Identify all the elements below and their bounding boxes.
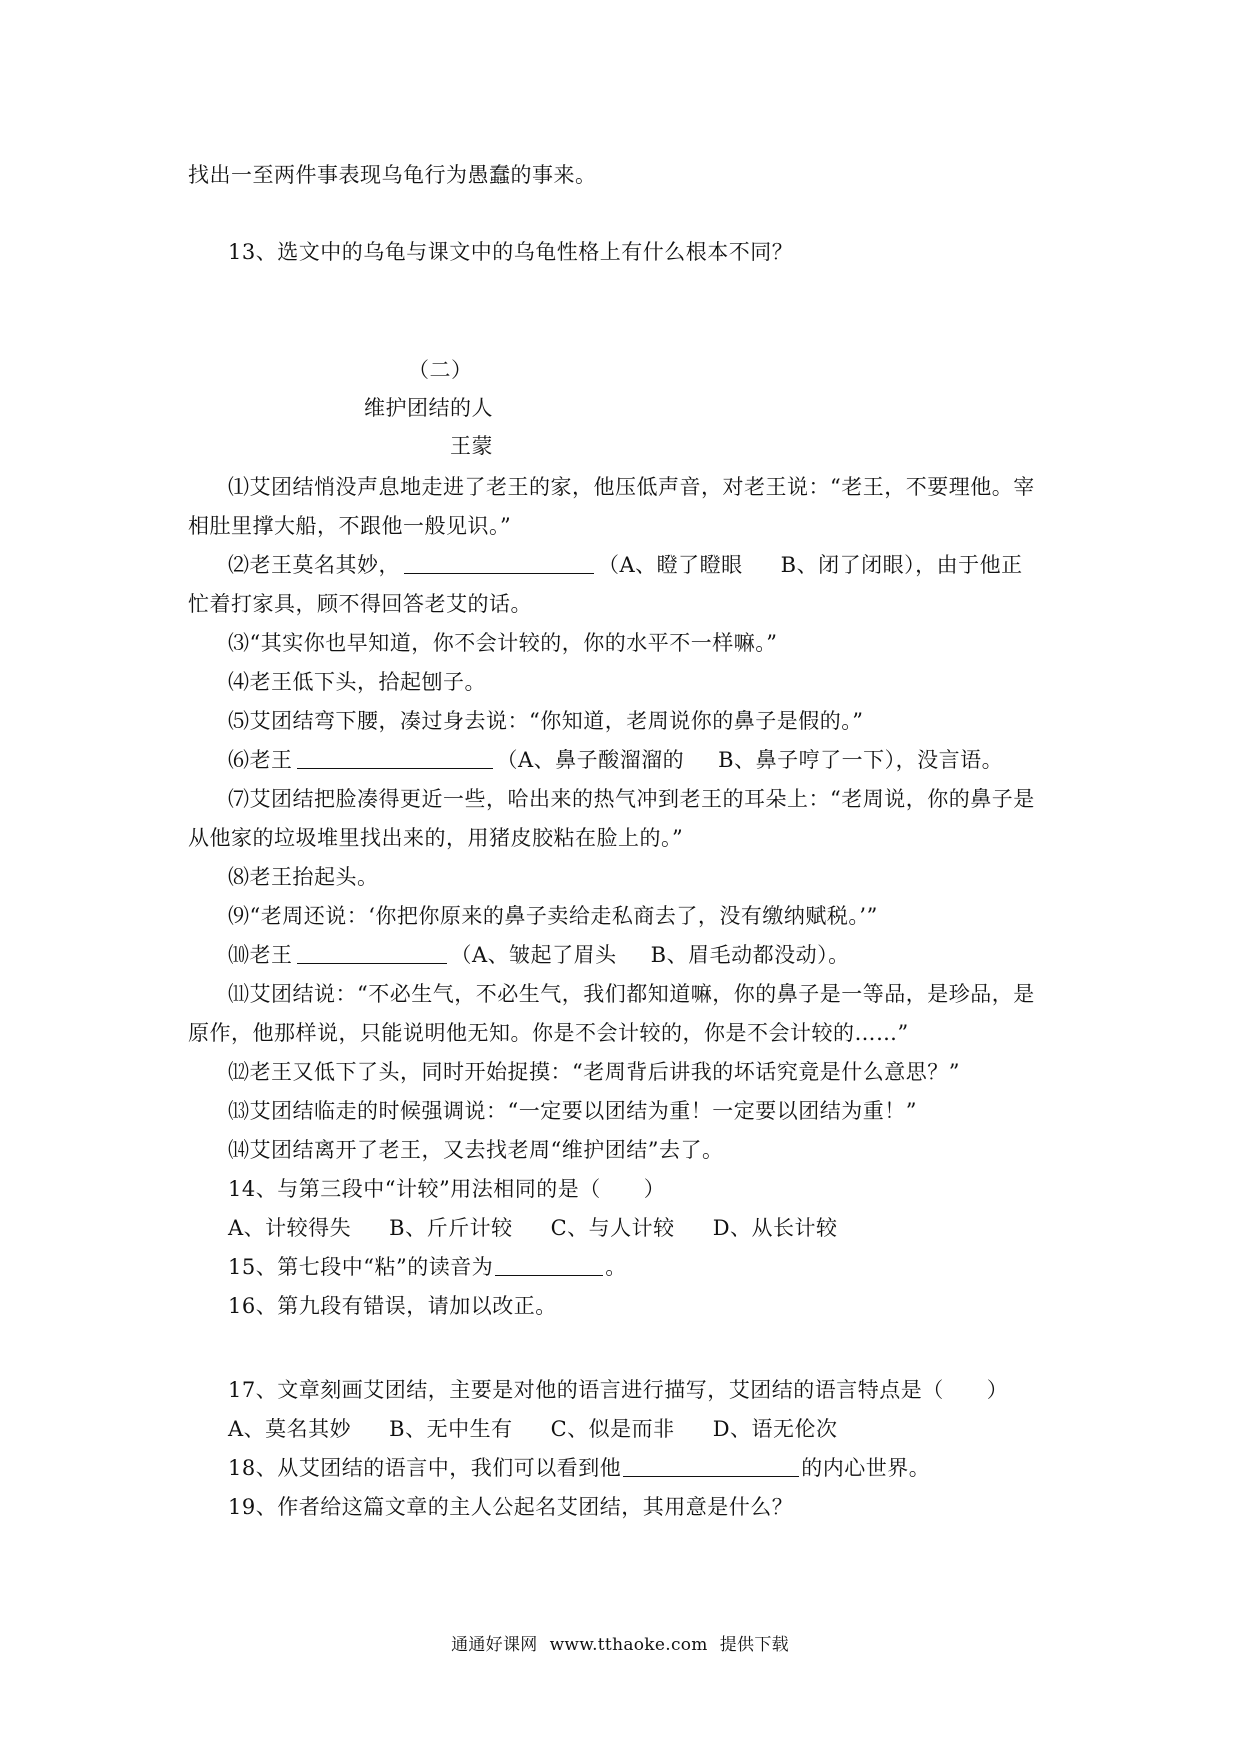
paragraph-6-text: ⑹老王 <box>228 748 293 772</box>
paragraph-3: ⑶“其实你也早知道，你不会计较的，你的水平不一样嘛。” <box>228 631 778 655</box>
paragraph-7-line-2: 从他家的垃圾堆里找出来的，用猪皮胶粘在脸上的。” <box>188 826 684 850</box>
paragraph-10-option-a: （A、皱起了眉头 <box>450 943 617 967</box>
paragraph-2-line-1 <box>228 550 1023 580</box>
answer-blank-p10[interactable] <box>297 941 447 964</box>
paragraph-12: ⑿老王又低下了头，同时开始捉摸：“老周背后讲我的坏话究竟是什么意思？” <box>228 1060 960 1084</box>
answer-blank-p2[interactable] <box>404 551 594 574</box>
question-18-text: 18、从艾团结的语言中，我们可以看到他 <box>228 1456 622 1480</box>
article-author: 王蒙 <box>450 434 493 458</box>
paragraph-6-option-b: B、鼻子哼了一下），没言语。 <box>718 748 1004 772</box>
paragraph-11-line-2: 原作，他那样说，只能说明他无知。你是不会计较的，你是不会计较的……” <box>188 1021 909 1045</box>
question-17-option-a: A、莫名其妙 <box>228 1417 352 1441</box>
question-17-option-d: D、语无伦次 <box>712 1417 838 1441</box>
question-15-text: 15、第七段中“粘”的读音为 <box>228 1255 494 1279</box>
line-q12-tail: 找出一至两件事表现乌龟行为愚蠢的事来。 <box>188 163 597 187</box>
paragraph-5: ⑸艾团结弯下腰，凑过身去说：“你知道，老周说你的鼻子是假的。” <box>228 709 864 733</box>
question-19: 19、作者给这篇文章的主人公起名艾团结，其用意是什么？ <box>228 1495 794 1519</box>
paragraph-2-text: ⑵老王莫名其妙， <box>228 553 400 577</box>
paragraph-10-text: ⑽老王 <box>228 943 293 967</box>
answer-blank-q15[interactable] <box>495 1253 603 1276</box>
paragraph-8: ⑻老王抬起头。 <box>228 865 379 889</box>
question-17-option-b: B、无中生有 <box>389 1417 513 1441</box>
paragraph-6-option-a: （A、鼻子酸溜溜的 <box>496 748 685 772</box>
paragraph-2-option-a: （A、瞪了瞪眼 <box>598 553 743 577</box>
question-15 <box>228 1252 627 1282</box>
answer-blank-p6[interactable] <box>297 746 493 769</box>
paragraph-10 <box>228 940 850 970</box>
question-14-option-b: B、斤斤计较 <box>389 1216 513 1240</box>
question-13: 13、选文中的乌龟与课文中的乌龟性格上有什么根本不同？ <box>228 240 794 264</box>
paragraph-1-line-1: ⑴艾团结悄没声息地走进了老王的家，他压低声音，对老王说：“老王，不要理他。宰 <box>228 475 1035 499</box>
question-14: 14、与第三段中“计较”用法相同的是（ ） <box>228 1177 666 1201</box>
question-14-option-a: A、计较得失 <box>228 1216 352 1240</box>
question-18-end: 的内心世界。 <box>801 1456 931 1480</box>
article-title: 维护团结的人 <box>364 396 493 420</box>
paragraph-4: ⑷老王低下头，拾起刨子。 <box>228 670 486 694</box>
question-18 <box>228 1453 930 1483</box>
section-number: （二） <box>408 358 473 382</box>
page-footer <box>0 1632 1240 1658</box>
question-17-options <box>228 1414 838 1444</box>
paragraph-10-option-b: B、眉毛动都没动）。 <box>650 943 850 967</box>
answer-blank-q18[interactable] <box>623 1454 799 1477</box>
footer-site-name: 通通好课网 <box>451 1635 538 1655</box>
question-16: 16、第九段有错误，请加以改正。 <box>228 1294 557 1318</box>
question-17: 17、文章刻画艾团结，主要是对他的语言进行描写，艾团结的语言特点是（ ） <box>228 1378 1009 1402</box>
paragraph-2-option-b: B、闭了闭眼），由于他正 <box>780 553 1023 577</box>
question-14-option-c: C、与人计较 <box>550 1216 675 1240</box>
paragraph-7-line-1: ⑺艾团结把脸凑得更近一些，哈出来的热气冲到老王的耳朵上：“老周说，你的鼻子是 <box>228 787 1035 811</box>
paragraph-9: ⑼“老周还说：‘你把你原来的鼻子卖给走私商去了，没有缴纳赋税。’” <box>228 904 878 928</box>
paragraph-11-line-1: ⑾艾团结说：“不必生气，不必生气，我们都知道嘛，你的鼻子是一等品，是珍品，是 <box>228 982 1035 1006</box>
paragraph-13: ⒀艾团结临走的时候强调说：“一定要以团结为重！一定要以团结为重！” <box>228 1099 917 1123</box>
paragraph-14: ⒁艾团结离开了老王，又去找老周“维护团结”去了。 <box>228 1138 724 1162</box>
footer-note: 提供下载 <box>719 1635 789 1655</box>
paragraph-6 <box>228 745 1003 775</box>
question-14-option-d: D、从长计较 <box>712 1216 838 1240</box>
paragraph-1-line-2: 相肚里撑大船，不跟他一般见识。” <box>188 514 512 538</box>
question-14-options <box>228 1213 838 1243</box>
footer-url: www.tthaoke.com <box>549 1635 708 1655</box>
question-15-end: 。 <box>605 1255 627 1279</box>
paragraph-2-line-2: 忙着打家具，顾不得回答老艾的话。 <box>188 592 532 616</box>
question-17-option-c: C、似是而非 <box>550 1417 675 1441</box>
